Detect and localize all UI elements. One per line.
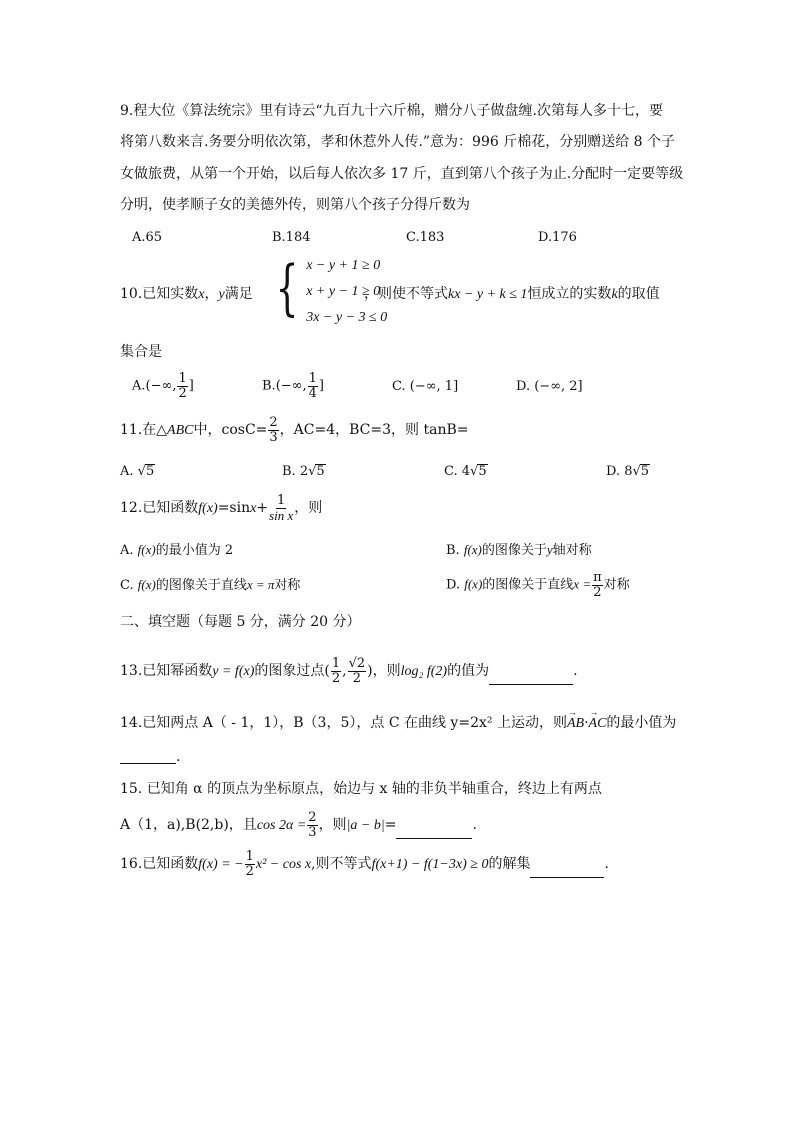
- frac-num: 2: [269, 415, 278, 430]
- q11-option-c: C. 4√5: [444, 464, 487, 479]
- q12-optD-frac: [592, 571, 603, 599]
- q12-optD-pre: D.: [446, 577, 461, 593]
- q12-optC-eq: x = π: [246, 577, 275, 592]
- q12-optB-fx: f(x): [463, 542, 482, 557]
- q10-after-sys: ，则使不等式: [364, 286, 448, 302]
- frac-num: 1: [331, 656, 341, 671]
- q14-end: .: [176, 749, 181, 765]
- q10-stem-start: [120, 287, 253, 302]
- q12-optD-tail: 对称: [603, 577, 630, 593]
- q15-pre: A（1，a),B(2,b)，且: [120, 817, 257, 834]
- q11-triangle: ABC: [167, 423, 194, 439]
- q9-line4: 分明，使孝顺子女的美德外传，则第八个孩子分得斤数为: [120, 197, 470, 213]
- q12-optC-pre: C.: [120, 578, 134, 593]
- q9-line2: 将第八数来言.务要分明依次第，孝和休惹外人传.”意为：996 斤棉花，分别赠送给 8 个子: [120, 134, 676, 150]
- q11-frac: [268, 416, 278, 444]
- q10-var-k: k: [611, 287, 618, 302]
- q13-mid2: )，则: [367, 663, 401, 680]
- frac-den: 3: [308, 824, 317, 840]
- q12-option-b: [446, 543, 592, 557]
- q10-optB-right: ]: [318, 378, 324, 394]
- q12-optC-rest: 的图像关于直线: [155, 578, 247, 593]
- q10-stem-end: [364, 287, 660, 302]
- q11-optA-rad: 5: [145, 464, 155, 479]
- q12-optA-fx: f(x): [137, 542, 156, 557]
- q13-frac1: [331, 657, 341, 685]
- q14-answer-line: [120, 750, 180, 764]
- q10-prefix: 10.已知实数: [120, 286, 199, 302]
- q13-frac2: [348, 657, 367, 685]
- q14-dot: ·: [584, 715, 589, 731]
- frac-num: 1: [178, 371, 187, 386]
- q12-optB-rest: 的图像关于: [481, 543, 547, 558]
- q10-option-b: [262, 372, 324, 400]
- q10-ineq-1: x − y + 1 ≥ 0: [306, 258, 381, 273]
- q16-ineq: f(x+1) − f(1−3x) ≥ 0: [371, 857, 489, 873]
- q11-mid: 中，cosC=: [193, 422, 268, 439]
- q9-option-b: B.184: [272, 230, 311, 245]
- q13-log: log₂ f(2): [400, 664, 448, 680]
- q10-ineq-2: x + y − 1 ≥ 0: [306, 284, 381, 299]
- q10-line2: 集合是: [120, 344, 162, 360]
- q10-optA-pre: A.: [132, 378, 146, 394]
- q13-end: .: [573, 663, 578, 680]
- q16-mid: ,则不等式: [311, 856, 372, 873]
- frac-num: π: [593, 570, 602, 585]
- q16-end: .: [604, 856, 609, 873]
- q12-option-a: [120, 543, 233, 557]
- q13-sep: ,: [342, 663, 347, 680]
- q11-optB-rad: 5: [316, 464, 325, 479]
- q12-plus: +: [256, 500, 269, 517]
- q11-option-b: B. 2√5: [282, 464, 325, 479]
- q10-optB-frac: [308, 372, 318, 400]
- q12-tail: ，则: [294, 500, 323, 517]
- q10-var-y: y: [218, 287, 225, 302]
- frac-num: √2: [348, 656, 366, 671]
- q15-frac: [307, 811, 317, 839]
- frac-den: sin x: [269, 507, 294, 523]
- q9-option-a: A.65: [132, 230, 163, 245]
- q14-vector-ac: AC →: [589, 717, 607, 731]
- q12-optD-rest: 的图像关于直线: [482, 577, 574, 593]
- q12-eq: =sin: [217, 500, 251, 517]
- frac-den: 2: [331, 670, 341, 686]
- q10-ineq-3: 3x − y − 3 ≤ 0: [306, 310, 388, 325]
- q12-optD-fx: f(x): [464, 576, 483, 592]
- q11-stem: [120, 416, 469, 444]
- q12-optC-tail: 对称: [274, 578, 301, 593]
- q14-tail: 的最小值为: [606, 715, 677, 731]
- q13-prefix: 13.已知幂函数: [120, 663, 213, 680]
- q15-line2: [120, 811, 477, 839]
- q14-vector-ab: AB →: [567, 717, 584, 731]
- q10-optA-frac: [177, 372, 187, 400]
- q12-fx: f(x): [198, 501, 218, 517]
- q16-prefix: 16.已知函数: [120, 856, 199, 873]
- q16-answer-blank[interactable]: [530, 877, 604, 878]
- q13-func: y = f(x): [212, 664, 255, 680]
- q10-option-a: [132, 372, 194, 400]
- q16-tail: 的解集: [488, 856, 531, 873]
- q12-optB-var: y: [546, 542, 553, 557]
- q12-prefix: 12.已知函数: [120, 500, 199, 517]
- q16-frac: [245, 850, 255, 878]
- q12-optD-eq: x =: [573, 576, 592, 592]
- q10-ineq: kx − y + k ≤ 1: [448, 287, 528, 302]
- q11-optB-pre: B. 2: [282, 464, 309, 479]
- frac-num: 1: [245, 849, 254, 864]
- q16-fx: f(x) = −: [198, 857, 244, 873]
- q12-optA-pre: A.: [120, 543, 134, 558]
- q10-optB-left: (−∞,: [275, 378, 307, 394]
- q11-tail: ，AC=4，BC=3，则 tanB=: [279, 422, 469, 439]
- q13-stem: [120, 657, 578, 685]
- q10-var-x: x: [198, 287, 205, 302]
- q9-option-c: C.183: [406, 230, 445, 245]
- q12-optB-tail: 轴对称: [552, 543, 592, 558]
- q11-optC-rad: 5: [478, 464, 487, 479]
- q15-abs: |a − b|: [346, 818, 385, 834]
- q15-eq: =: [384, 817, 397, 834]
- q10-optA-right: ]: [188, 378, 194, 394]
- q10-mid: 满足: [224, 286, 253, 302]
- q12-stem: [120, 494, 322, 522]
- q15-cos: cos 2α =: [256, 818, 307, 834]
- frac-den: 3: [269, 429, 278, 445]
- q10-optA-left: (−∞,: [145, 378, 177, 394]
- q13-tail: 的值为: [447, 663, 490, 680]
- q15-mid: ，则: [318, 817, 347, 834]
- q10-tail: 的取值: [617, 286, 660, 302]
- q16-stem: [120, 850, 609, 878]
- q12-x: x: [250, 501, 257, 517]
- q9-line1: 9.程大位《算法统宗》里有诗云“九百九十六斤棉，赠分八子做盘缠.次第每人多十七，要: [120, 103, 663, 119]
- q9-option-d: D.176: [538, 230, 577, 245]
- q15-answer-blank[interactable]: [396, 838, 472, 839]
- q13-mid: 的图象过点(: [254, 663, 330, 680]
- q10-comma: ，: [204, 286, 219, 302]
- q11-option-a: A. √5: [120, 464, 155, 479]
- frac-num: 2: [308, 810, 317, 825]
- q16-rest: x² − cos x: [255, 857, 312, 873]
- q9-line3: 女做旅费，从第一个开始，以后每人依次多 17 斤，直到第八个孩子为止.分配时一定要等级: [120, 166, 684, 182]
- frac-den: 2: [245, 863, 254, 879]
- q12-option-d: [446, 571, 630, 599]
- frac-num: 1: [308, 371, 317, 386]
- q12-option-c: [120, 578, 300, 592]
- q14-stem: [120, 716, 676, 731]
- q11-optC-pre: C. 4: [444, 464, 471, 479]
- q11-optA-pre: A.: [120, 464, 138, 479]
- section-2-heading: 二、填空题（每题 5 分，满分 20 分）: [120, 614, 361, 630]
- q15-line1: 15. 已知角 α 的顶点为坐标原点，始边与 x 轴的非负半轴重合，终边上有两点: [120, 781, 602, 797]
- q10-brace: {: [275, 253, 299, 323]
- frac-den: 2: [593, 584, 602, 600]
- frac-den: 2: [352, 670, 361, 686]
- frac-den: 4: [308, 385, 317, 401]
- q13-answer-blank[interactable]: [489, 684, 573, 685]
- q14-pre: 14.已知两点 A（ - 1，1），B（3，5），点 C 在曲线 y=2x² 上运动，则: [120, 715, 567, 731]
- q14-answer-blank[interactable]: [120, 763, 176, 764]
- q10-option-c: C. (−∞, 1]: [392, 379, 459, 394]
- q11-optD-rad: 5: [640, 464, 650, 479]
- q12-optC-fx: f(x): [137, 577, 156, 592]
- q15-end: .: [472, 817, 477, 834]
- q10-optB-pre: B.: [262, 378, 276, 394]
- q11-prefix: 11.在△: [120, 422, 168, 439]
- q11-option-d: D. 8√5: [606, 464, 650, 479]
- q12-optB-pre: B.: [446, 543, 460, 558]
- q12-frac: [269, 494, 293, 522]
- q10-option-d: D. (−∞, 2]: [516, 379, 583, 394]
- q12-optA-rest: 的最小值为 2: [155, 543, 234, 558]
- q11-optD-pre: D. 8: [606, 464, 633, 479]
- q10-after-ineq: 恒成立的实数: [527, 286, 612, 302]
- frac-den: 2: [178, 385, 187, 401]
- frac-num: 1: [277, 493, 286, 508]
